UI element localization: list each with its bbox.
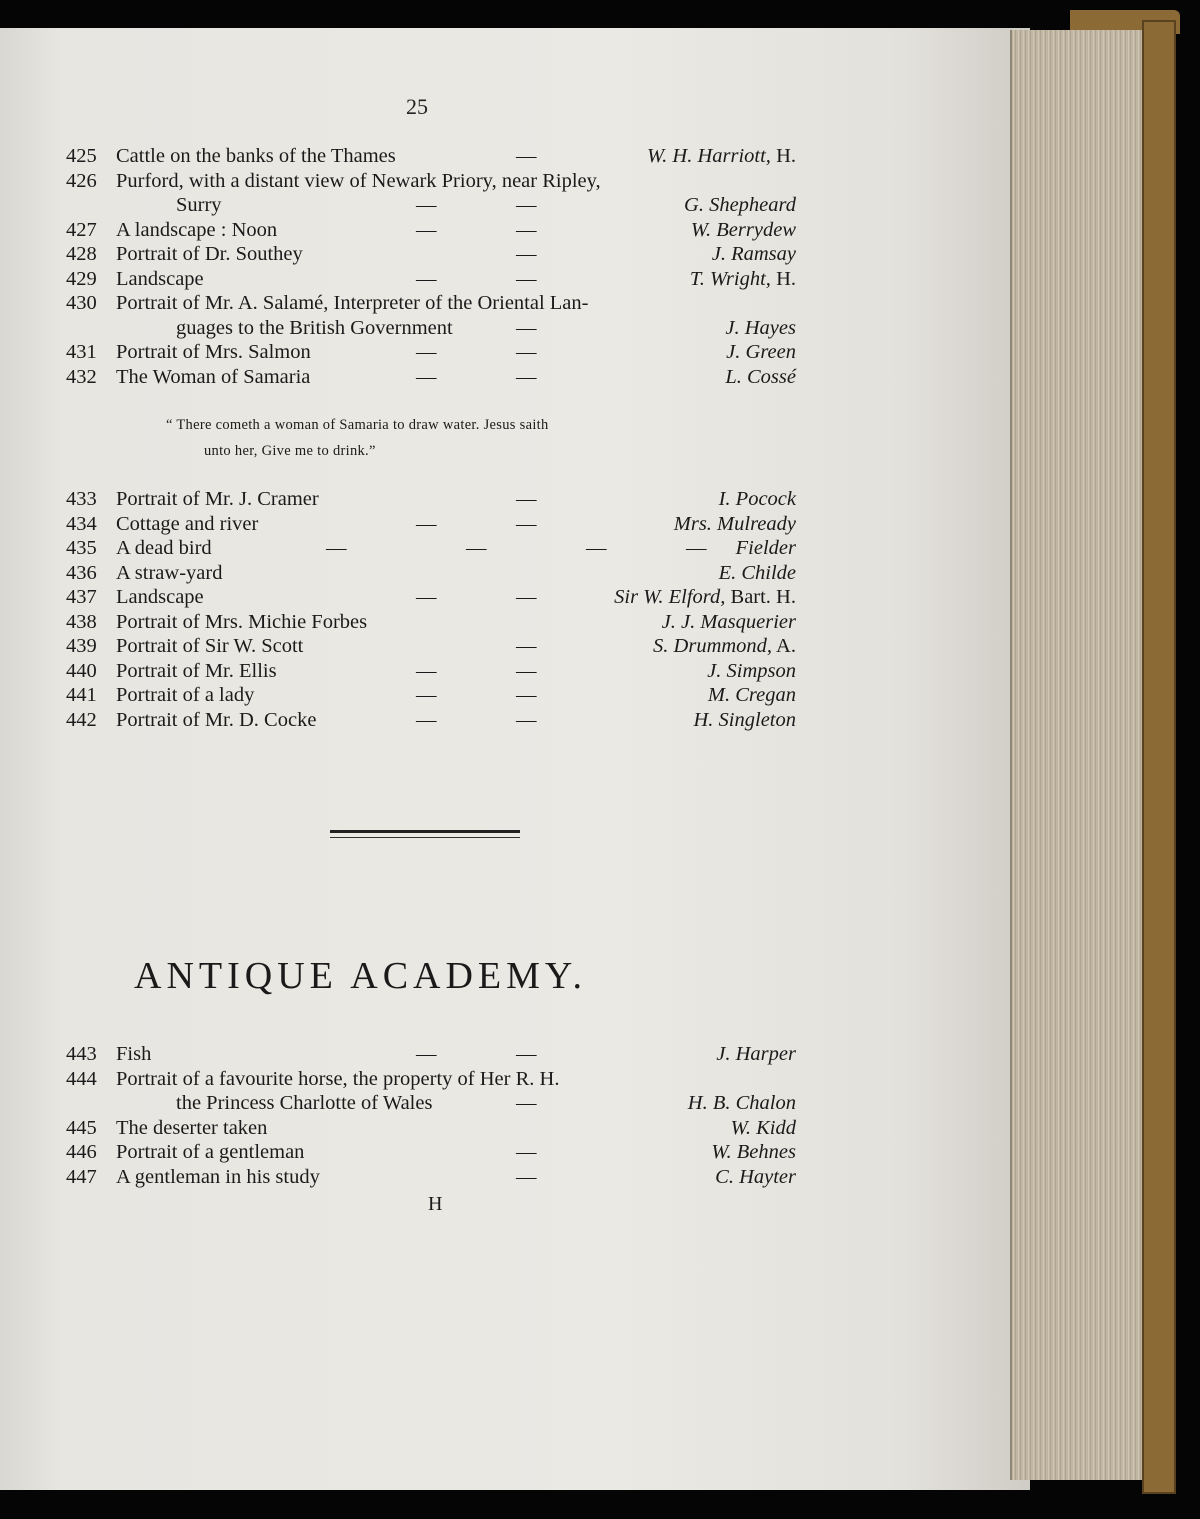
artist-name: J. Simpson xyxy=(707,659,796,682)
entry-dash: — xyxy=(516,512,537,535)
entry-dash: — xyxy=(516,708,537,731)
entry-artist xyxy=(662,610,796,634)
entry-number: 446 xyxy=(66,1141,97,1163)
catalogue-entry xyxy=(66,536,796,561)
artist-name: L. Cossé xyxy=(725,365,796,388)
entry-artist xyxy=(674,512,796,536)
entry-title: Portrait of Mr. Ellis xyxy=(116,659,277,682)
book-cover xyxy=(1142,20,1176,1494)
entry-dash: — xyxy=(516,267,537,290)
entry-dash: — xyxy=(516,586,537,608)
entry-dash: — xyxy=(516,1165,537,1188)
entry-dash: — xyxy=(466,537,487,559)
entry-dash: — xyxy=(416,708,437,731)
entry-title: Portrait of Mrs. Salmon xyxy=(116,341,311,363)
catalogue-entry xyxy=(66,291,796,316)
entry-number: 445 xyxy=(66,1116,97,1139)
entry-number: 443 xyxy=(66,1043,97,1065)
entry-title: Cottage and river xyxy=(116,512,259,535)
entry-artist xyxy=(688,1091,796,1115)
entry-dash: — xyxy=(516,218,537,241)
entry-title: The Woman of Samaria xyxy=(116,365,311,388)
entry-title: Portrait of Mr. A. Salamé, Interpreter of the Oriental Lan- xyxy=(116,292,589,314)
entry-number: 437 xyxy=(66,586,97,608)
artist-suffix: H. xyxy=(770,145,796,167)
entry-number: 425 xyxy=(66,145,97,167)
page-number: 25 xyxy=(406,94,428,119)
entry-dash: — xyxy=(516,1043,537,1065)
entry-dash: — xyxy=(416,267,437,290)
catalogue-entry xyxy=(66,487,796,512)
artist-name: W. Berrydew xyxy=(690,218,796,241)
catalogue-entry xyxy=(66,610,796,635)
entry-dash: — xyxy=(516,243,537,265)
catalogue-entry xyxy=(66,512,796,537)
entry-artist xyxy=(711,1140,796,1164)
artist-name: C. Hayter xyxy=(715,1165,796,1188)
entry-dash: — xyxy=(416,218,437,241)
entry-artist xyxy=(716,1042,796,1066)
entry-number: 444 xyxy=(66,1067,97,1090)
entry-title: Portrait of Sir W. Scott xyxy=(116,635,304,657)
catalogue-entry xyxy=(66,1165,796,1190)
catalogue-entry xyxy=(66,1067,796,1092)
quote-line-2: unto her, Give me to drink.” xyxy=(204,443,376,459)
catalogue-entry xyxy=(66,683,796,708)
entry-artist xyxy=(715,1165,796,1189)
artist-name: S. Drummond, xyxy=(653,635,773,657)
entry-dash: — xyxy=(416,365,437,388)
entry-artist xyxy=(691,218,796,242)
entry-title: Surry xyxy=(176,194,222,216)
catalogue-entry xyxy=(66,218,796,243)
entry-number: 447 xyxy=(66,1165,97,1188)
entry-title: Fish xyxy=(116,1043,152,1065)
catalogue-entry xyxy=(66,561,796,586)
entry-dash: — xyxy=(516,488,537,510)
entry-dash: — xyxy=(586,537,607,559)
artist-name: G. Shepheard xyxy=(684,194,796,216)
entry-title: Purford, with a distant view of Newark Priory, near Ripley, xyxy=(116,169,601,192)
entry-dash: — xyxy=(516,316,537,339)
catalogue-entry xyxy=(66,659,796,684)
section-rule-thick xyxy=(330,830,520,833)
catalogue-entry xyxy=(66,267,796,292)
section-rule-thin xyxy=(330,837,520,838)
artist-name: T. Wright, xyxy=(689,267,771,290)
entry-title: A landscape : Noon xyxy=(116,218,278,241)
entry-number: 434 xyxy=(66,512,97,535)
catalogue-entry xyxy=(66,634,796,659)
entry-number: 439 xyxy=(66,635,97,657)
section-heading: ANTIQUE ACADEMY. xyxy=(134,955,587,997)
entry-number: 430 xyxy=(66,292,97,314)
artist-name: Fielder xyxy=(735,537,796,559)
entry-number: 429 xyxy=(66,267,97,290)
entry-dash: — xyxy=(686,537,707,559)
entry-dash: — xyxy=(416,512,437,535)
entry-artist xyxy=(736,536,796,560)
catalogue-entry xyxy=(66,585,796,610)
entry-dash: — xyxy=(516,341,537,363)
entry-artist xyxy=(726,340,796,364)
catalogue-entry xyxy=(66,1042,796,1067)
entry-title: Cattle on the banks of the Thames xyxy=(116,145,396,167)
catalogue-entry xyxy=(66,144,796,169)
entry-dash: — xyxy=(516,635,537,657)
entry-number: 433 xyxy=(66,488,97,510)
artist-name: J. Green xyxy=(726,341,796,363)
entry-title: guages to the British Government xyxy=(176,316,453,339)
entry-number: 431 xyxy=(66,341,97,363)
entry-title: the Princess Charlotte of Wales xyxy=(176,1092,433,1114)
entry-artist xyxy=(690,267,796,291)
entry-number: 441 xyxy=(66,684,97,706)
entry-artist xyxy=(684,193,796,217)
entry-artist xyxy=(719,561,796,585)
entry-title: A dead bird xyxy=(116,537,212,559)
entry-dash: — xyxy=(516,1141,537,1163)
page-edges xyxy=(1010,30,1144,1480)
catalogue-list-b xyxy=(66,487,796,732)
entry-number: 435 xyxy=(66,537,97,559)
artist-name: H. B. Chalon xyxy=(687,1092,796,1114)
artist-name: J. Hayes xyxy=(725,316,796,339)
entry-title: Portrait of a lady xyxy=(116,684,255,706)
entry-number: 432 xyxy=(66,365,97,388)
entry-title: Landscape xyxy=(116,267,204,290)
catalogue-entry xyxy=(66,708,796,733)
artist-name: W. Behnes xyxy=(711,1141,796,1163)
catalogue-entry xyxy=(66,193,796,218)
entry-dash: — xyxy=(416,684,437,706)
entry-title: The deserter taken xyxy=(116,1116,268,1139)
entry-title: Landscape xyxy=(116,586,204,608)
artist-name: H. Singleton xyxy=(693,708,796,731)
entry-artist xyxy=(731,1116,796,1140)
entry-artist xyxy=(694,708,797,732)
entry-dash: — xyxy=(516,365,537,388)
artist-suffix: A. xyxy=(772,635,796,657)
entry-title: A straw-yard xyxy=(116,561,223,584)
signature-mark: H xyxy=(428,1193,443,1215)
entry-artist xyxy=(725,316,796,340)
entry-title: Portrait of Mr. D. Cocke xyxy=(116,708,317,731)
catalogue-entry xyxy=(66,1140,796,1165)
entry-artist xyxy=(725,365,796,389)
entry-title: Portrait of Mr. J. Cramer xyxy=(116,488,319,510)
catalogue-list-c xyxy=(66,1042,796,1189)
entry-artist xyxy=(708,683,796,707)
artist-name: J. Ramsay xyxy=(711,243,796,265)
entry-artist xyxy=(653,634,796,658)
entry-dash: — xyxy=(516,145,537,167)
artist-name: W. Kidd xyxy=(730,1116,796,1139)
entry-artist xyxy=(719,487,796,511)
entry-number: 438 xyxy=(66,610,97,633)
artist-suffix: Bart. H. xyxy=(725,586,796,608)
entry-title: A gentleman in his study xyxy=(116,1165,320,1188)
artist-name: J. Harper xyxy=(716,1043,796,1065)
catalogue-entry xyxy=(66,365,796,390)
artist-name: J. J. Masquerier xyxy=(661,610,796,633)
entry-artist xyxy=(712,242,796,266)
catalogue-entry xyxy=(66,169,796,194)
entry-title: Portrait of Mrs. Michie Forbes xyxy=(116,610,368,633)
artist-suffix: H. xyxy=(770,267,796,290)
entry-number: 440 xyxy=(66,659,97,682)
catalogue-entry xyxy=(66,340,796,365)
catalogue-entry xyxy=(66,1091,796,1116)
entry-number: 428 xyxy=(66,243,97,265)
entry-dash: — xyxy=(516,194,537,216)
entry-dash: — xyxy=(326,537,347,559)
artist-name: W. H. Harriott, xyxy=(646,145,771,167)
entry-title: Portrait of a favourite horse, the property of Her R. H. xyxy=(116,1067,560,1090)
entry-dash: — xyxy=(516,1092,537,1114)
catalogue-entry xyxy=(66,316,796,341)
entry-title: Portrait of a gentleman xyxy=(116,1141,305,1163)
entry-artist xyxy=(614,585,796,609)
entry-dash: — xyxy=(516,684,537,706)
catalogue-entry xyxy=(66,1116,796,1141)
entry-artist xyxy=(647,144,796,168)
quote-line-1: “ There cometh a woman of Samaria to draw water. Jesus saith xyxy=(166,417,549,433)
artist-name: E. Childe xyxy=(718,561,796,584)
entry-dash: — xyxy=(516,659,537,682)
entry-dash: — xyxy=(416,194,437,216)
artist-name: Sir W. Elford, xyxy=(614,586,726,608)
entry-title: Portrait of Dr. Southey xyxy=(116,243,303,265)
catalogue-list-a xyxy=(66,144,796,389)
entry-number: 426 xyxy=(66,169,97,192)
artist-name: M. Cregan xyxy=(707,684,796,706)
artist-name: Mrs. Mulready xyxy=(673,512,796,535)
entry-number: 436 xyxy=(66,561,97,584)
entry-artist xyxy=(707,659,796,683)
catalogue-entry xyxy=(66,242,796,267)
entry-dash: — xyxy=(416,586,437,608)
entry-dash: — xyxy=(416,659,437,682)
entry-dash: — xyxy=(416,341,437,363)
entry-number: 427 xyxy=(66,218,97,241)
artist-name: I. Pocock xyxy=(718,488,796,510)
entry-dash: — xyxy=(416,1043,437,1065)
entry-number: 442 xyxy=(66,708,97,731)
